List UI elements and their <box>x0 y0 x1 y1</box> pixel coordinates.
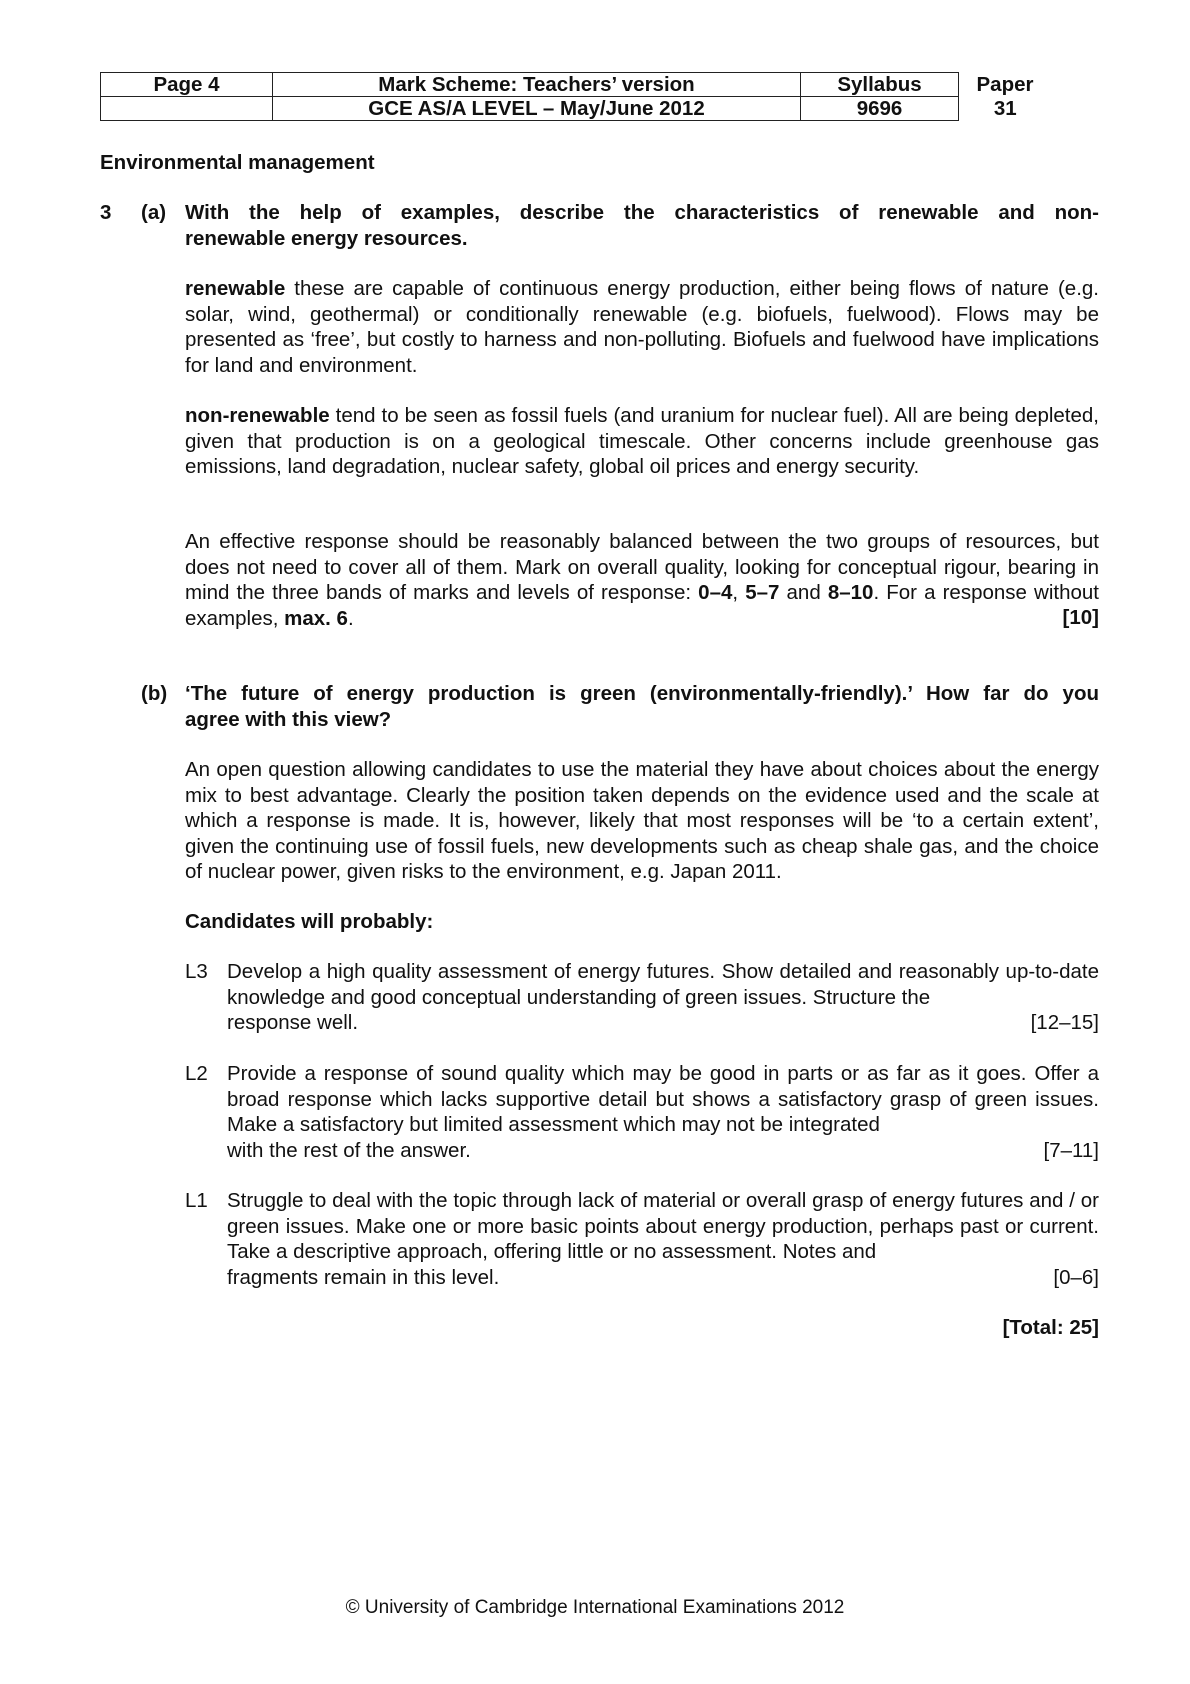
level-description-end: fragments remain in this level. <box>227 1265 500 1289</box>
level-tag: L1 <box>185 1189 208 1212</box>
level-1 <box>185 1188 1099 1290</box>
header-syllabus-code: 9696 <box>801 97 959 121</box>
band-high: 8–10 <box>827 581 874 604</box>
header-exam: GCE AS/A LEVEL – May/June 2012 <box>273 97 801 121</box>
part-a-label: (a) <box>141 201 167 224</box>
candidates-heading: Candidates will probably: <box>185 910 434 933</box>
header-syllabus-label: Syllabus <box>801 73 959 97</box>
header-table <box>100 72 1052 121</box>
guidance-text: An effective response should be reasonably balanced between the two groups of resources, but does not need to cover all of them. Mark on overall quality, looking for conceptual rigour, bearing in mind the three bands of marks and levels of response: <box>185 530 1099 604</box>
max-note: max. 6 <box>284 606 348 630</box>
nonrenewable-term: non-renewable <box>185 404 330 427</box>
part-b-prompt <box>185 681 1099 732</box>
band-low: 0–4 <box>698 581 733 604</box>
level-description: Struggle to deal with the topic through lack of material or overall grasp of energy futures and / or green issues. Make one or more basic points about energy production, perhaps past or current. Take a descriptive approach, offering little or no assessment. Notes and <box>227 1189 1099 1263</box>
level-tag: L3 <box>185 960 208 983</box>
level-marks: [0–6] <box>1053 1265 1099 1289</box>
renewable-text: these are capable of continuous energy production, either being flows of nature (e.g. solar, wind, geothermal) or conditionally renewable (e.g. biofuels, fuelwood). Flows may be presented as ‘free’, but costly to harness and non-polluting. Biofuels and fuelwood have implications for land and environment. <box>185 277 1099 377</box>
nonrenewable-text: tend to be seen as fossil fuels (and uranium for nuclear fuel). All are being depleted, given that production is on a geological timescale. Other concerns include greenhouse gas emissions, land degradation, nuclear safety, global oil prices and energy security. <box>185 404 1099 478</box>
section-title: Environmental management <box>100 151 375 174</box>
header-paper-label: Paper <box>976 72 1034 96</box>
guidance-body <box>185 529 1099 631</box>
renewable-term: renewable <box>185 277 286 300</box>
nonrenewable-paragraph <box>185 403 1099 480</box>
band-mid: 5–7 <box>745 581 780 604</box>
part-b-intro: An open question allowing candidates to use the material they have about choices about the energy mix to best advantage. Clearly the position taken depends on the evidence used and the scale at which a response is made. It is, however, likely that most responses will be ‘to a certain extent’, given the continuing use of fossil fuels, new developments such as cheap shale gas, and the choice of nuclear power, given risks to the environment, e.g. Japan 2011. <box>185 758 1099 883</box>
level-description: Develop a high quality assessment of energy futures. Show detailed and reasonably up-to-date knowledge and good conceptual understanding of green issues. Structure the <box>227 960 1099 1009</box>
band-separator: , <box>732 581 746 604</box>
part-b-label: (b) <box>141 682 168 705</box>
level-3 <box>185 959 1099 1036</box>
part-a-marks: [10] <box>1062 606 1099 629</box>
level-description-end: response well. <box>227 1011 359 1034</box>
total-marks: [Total: 25] <box>1002 1316 1099 1339</box>
header-paper-number: 31 <box>993 96 1017 120</box>
level-marks: [7–11] <box>1043 1138 1099 1162</box>
header-title: Mark Scheme: Teachers’ version <box>273 73 801 97</box>
band-separator: and <box>779 581 828 604</box>
part-a-prompt <box>185 200 1099 251</box>
copyright-footer: © University of Cambridge International Examinations 2012 <box>345 1597 845 1618</box>
guidance-period: . <box>347 606 354 630</box>
question-number: 3 <box>100 201 112 224</box>
part-b-prompt-line1: ‘The future of energy production is green (environmentally-friendly).’ How far do you <box>185 682 1099 705</box>
guidance-paragraph <box>185 529 1099 631</box>
level-tag: L2 <box>185 1062 208 1085</box>
level-description-end: with the rest of the answer. <box>227 1138 471 1162</box>
header-empty-cell <box>101 97 273 121</box>
level-description: Provide a response of sound quality which may be good in parts or as far as it goes. Offer a broad response which lacks supportive detail but shows a satisfactory grasp of green issues. Make a satisfactory but limited assessment which may not be integrated <box>227 1062 1099 1136</box>
part-a-prompt-line1: With the help of examples, describe the characteristics of renewable and non- <box>185 201 1099 224</box>
part-a-prompt-line2: renewable energy resources. <box>185 226 468 250</box>
part-b-prompt-line2: agree with this view? <box>185 707 392 731</box>
header-page: Page 4 <box>101 73 273 97</box>
guidance-tail: . For a response without examples, <box>185 581 1099 630</box>
renewable-paragraph <box>185 276 1099 378</box>
level-marks: [12–15] <box>1030 1011 1099 1034</box>
level-2 <box>185 1061 1099 1163</box>
